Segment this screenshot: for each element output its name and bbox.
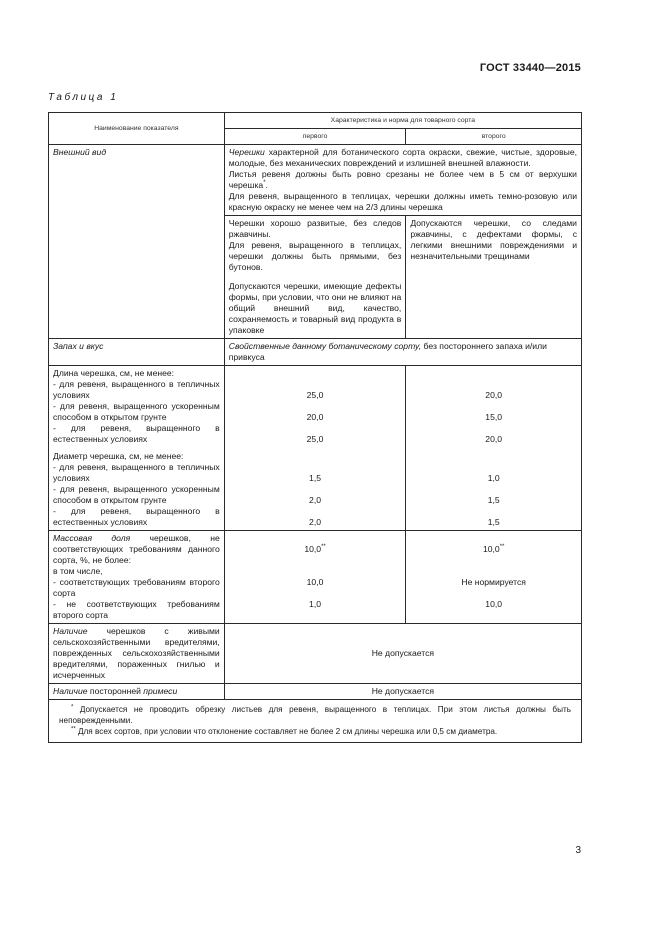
header-grade-first: первого xyxy=(224,129,406,145)
mass-share-total-second: 10,0 xyxy=(482,544,500,554)
mass-share-names: Массовая доля черешков, не соответствующих требованиям данного сорта, %, не более: в том числе, - соответствующих требованиям второго сорта - не соответствующих требованиям второго сорта xyxy=(49,531,225,624)
footnote-ref-2: ** xyxy=(321,544,326,551)
dimensions-second-grade xyxy=(406,366,582,531)
mass-share-incl: в том числе, xyxy=(53,566,103,576)
appearance-common-text: характерной для ботанического сорта окраски, свежие, чистые, здоровые, молодые, без механических повреждений и излишней внешней влажности. xyxy=(228,147,577,168)
foreign-value: Не допускается xyxy=(224,684,581,700)
table-row-dimensions xyxy=(49,366,582,531)
page-number: 3 xyxy=(575,845,581,856)
footnote-1: * Допускается не проводить обрезку листьев для ревеня, выращенного в теплицах. При этом листья должны быть неповрежденными. xyxy=(59,704,571,725)
footnotes xyxy=(49,700,582,743)
appearance-leaves-text: Листья ревеня должны быть ровно срезаны не более чем в 5 см от верхушки черешка xyxy=(228,169,577,190)
pests-name: Наличие черешков с живыми сельскохозяйственными вредителями, поврежденных сельскохозяйственными вредителями, пораженных гнилью и исчерченных xyxy=(49,624,225,684)
footnote-ref-2: ** xyxy=(499,544,505,551)
table-row-appearance xyxy=(49,145,582,216)
table-row-foreign xyxy=(49,684,582,700)
smell-value: Свойственные данному ботаническому сорту, без постороннего запаха и/или привкуса xyxy=(224,339,581,366)
length-second-value: 15,0 xyxy=(485,412,503,422)
diameter-first-value: 2,0 xyxy=(309,517,321,527)
foreign-name: Наличие посторонней примеси xyxy=(49,684,225,700)
diameter-row-label: - для ревеня, выращенного в тепличных условиях xyxy=(53,462,220,483)
diameter-title: Диаметр черешка, см, не менее: xyxy=(53,451,184,461)
dimensions-names xyxy=(49,366,225,531)
length-title: Длина черешка, см, не менее: xyxy=(53,368,175,378)
diameter-second-value: 1,0 xyxy=(487,473,500,483)
standard-number: ГОСТ 33440—2015 xyxy=(479,62,581,74)
length-first-value: 25,0 xyxy=(306,390,324,400)
length-first-value: 20,0 xyxy=(306,412,324,422)
mass-share-row1-label: - соответствующих требованиям второго сорта xyxy=(53,577,220,598)
mass-share-row2-second: 10,0 xyxy=(485,599,503,609)
mass-share-row1-first: 10,0 xyxy=(306,577,324,587)
mass-share-second-grade xyxy=(406,531,582,624)
pests-value: Не допускается xyxy=(224,624,581,684)
diameter-first-value: 2,0 xyxy=(309,495,321,505)
header-indicator: Наименование показателя xyxy=(49,113,225,145)
table-caption: Таблица 1 xyxy=(48,92,119,103)
table-row-mass-share xyxy=(49,531,582,624)
appearance-common: Черешки характерной для ботанического сорта окраски, свежие, чистые, здоровые, молодые, без механических повреждений и излишней внешней влажности. Листья ревеня должны быть ровно срезаны не более чем в 5 см от верхушки черешка*. Для ревеня, выращенного в теплицах, черешки должны иметь темно-розовую или красную окраску не менее чем на 2/3 длины черешка xyxy=(224,145,581,216)
length-first-value: 25,0 xyxy=(306,434,324,444)
table-header-row xyxy=(49,113,582,129)
mass-share-total-first: 10,0 xyxy=(304,544,322,554)
appearance-first-grade: Черешки хорошо развитые, без следов ржавчины. Для ревеня, выращенного в теплицах, черешки должны быть прямыми, без бутонов. Допускаются черешки, имеющие дефекты формы, при условии, что они не влияют на общий внешний вид, качество, сохраняемость и товарный вид продукта в упаковке xyxy=(224,216,406,339)
header-characteristic: Характеристика и норма для товарного сорта xyxy=(224,113,581,129)
footnote-ref-1: * xyxy=(263,180,266,187)
length-second-value: 20,0 xyxy=(485,390,503,400)
table-row-footnotes xyxy=(49,700,582,743)
appearance-second-grade: Допускаются черешки, со следами ржавчины, с дефектами формы, с легкими внешними повреждениями и незначительными трещинами xyxy=(406,216,582,339)
smell-name: Запах и вкус xyxy=(49,339,225,366)
length-row-label: - для ревеня, выращенного в тепличных условиях xyxy=(53,379,220,400)
diameter-second-value: 1,5 xyxy=(487,517,500,527)
length-row-label: - для ревеня, выращенного ускоренным способом в открытом грунте xyxy=(53,401,220,422)
appearance-greenhouse-text: Для ревеня, выращенного в теплицах, черешки должны иметь темно-розовую или красную окраску не менее чем на 2/3 длины черешка xyxy=(228,191,577,212)
diameter-first-value: 1,5 xyxy=(309,473,321,483)
diameter-row-label: - для ревеня, выращенного ускоренным способом в открытом грунте xyxy=(53,484,220,505)
diameter-row-label: - для ревеня, выращенного в естественных условиях xyxy=(53,506,220,527)
appearance-name: Внешний вид xyxy=(49,145,225,339)
mass-share-row2-first: 1,0 xyxy=(309,599,321,609)
table-row-pests xyxy=(49,624,582,684)
requirements-table xyxy=(48,112,582,743)
mass-share-first-grade xyxy=(224,531,406,624)
footnote-2: ** Для всех сортов, при условии что отклонение составляет не более 2 см длины черешка или 0,5 см диаметра. xyxy=(71,726,498,736)
table-row-smell xyxy=(49,339,582,366)
diameter-second-value: 1,5 xyxy=(487,495,500,505)
length-second-value: 20,0 xyxy=(485,434,503,444)
header-grade-second: второго xyxy=(406,129,582,145)
mass-share-row2-label: - не соответствующих требованиям второго сорта xyxy=(53,599,220,620)
appearance-lead: Черешки xyxy=(228,147,265,157)
dimensions-first-grade xyxy=(224,366,406,531)
length-row-label: - для ревеня, выращенного в естественных условиях xyxy=(53,423,220,444)
mass-share-row1-second: Не нормируется xyxy=(461,577,526,587)
